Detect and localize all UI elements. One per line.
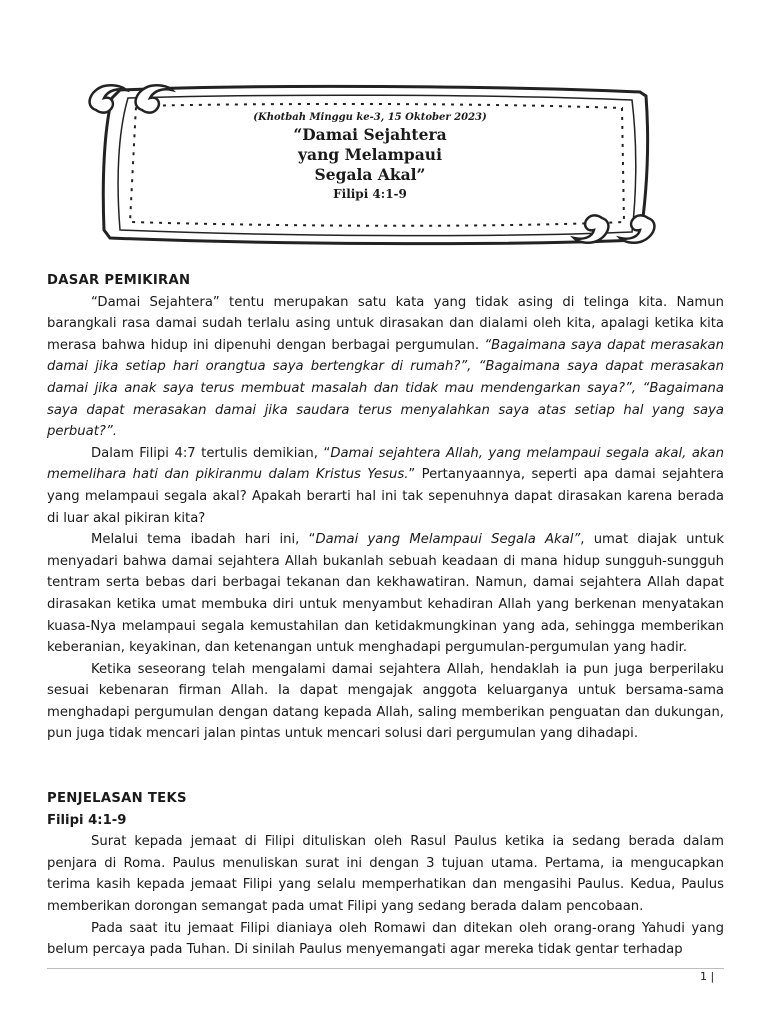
paragraph-1-quote: “Bagaimana saya dapat merasakan damai jika setiap hari orangtua saya bertengkar di rumah?”, “Bagaimana saya dapat merasakan damai jika anak saya terus membuat masalah dan tidak mau mendengarkan saya?”, “Bagaimana saya dapat merasakan damai jika saudara terus menyalahkan saya atas setiap hal yang saya perbuat?”. <box>47 337 724 440</box>
paragraph-5: Surat kepada jemaat di Filipi dituliskan oleh Rasul Paulus ketika ia sedang berada dalam penjara di Roma. Paulus menuliskan surat ini dengan 3 tujuan utama. Pertama, ia mengucapkan terima kasih kepada jemaat Filipi yang selalu memperhatikan dan mengasihi Paulus. Kedua, Paulus memberikan dorongan semangat pada umat Filipi yang sedang berada dalam pencobaan. <box>47 834 724 915</box>
page-number: 1 | <box>700 970 715 983</box>
sermon-body <box>47 270 724 961</box>
section-heading-dasar-pemikiran: DASAR PEMIKIRAN <box>47 273 191 288</box>
paragraph-3 <box>47 529 724 659</box>
paragraph-3-intro: Melalui tema ibadah hari ini, “ <box>91 532 316 548</box>
sermon-title-line2: yang Melampaui <box>298 145 442 164</box>
sermon-title-line1: “Damai Sejahtera <box>293 125 447 144</box>
scripture-subheading: Filipi 4:1-9 <box>47 812 127 828</box>
section-heading-penjelasan-teks: PENJELASAN TEKS <box>47 791 187 807</box>
paragraph-2-intro: Dalam Filipi 4:7 tertulis demikian, “ <box>91 445 331 461</box>
paragraph-3-quote: Damai yang Melampaui Segala Akal” <box>315 532 581 548</box>
scripture-reference: Filipi 4:1-9 <box>333 187 407 201</box>
sermon-header <box>130 112 610 201</box>
paragraph-2 <box>47 443 724 529</box>
footer-divider <box>47 968 724 969</box>
paragraph-2-quote: Damai sejahtera Allah, yang melampaui segala akal, akan memelihara hati dan pikiranmu dalam Kristus Yesus. <box>47 445 724 483</box>
sermon-title-line3: Segala Akal” <box>314 165 426 184</box>
section-spacer <box>47 745 724 788</box>
paragraph-6: Pada saat itu jemaat Filipi dianiaya oleh Romawi dan ditekan oleh orang-orang Yahudi yang belum percaya pada Tuhan. Di sinilah Paulus menyemangati agar mereka tidak gentar terhadap <box>47 920 724 958</box>
paragraph-1-text: “Damai Sejahtera” tentu merupakan satu kata yang tidak asing di telinga kita. Namun barangkali rasa damai sudah terlalu asing untuk dirasakan dan dialami oleh kita, apalagi ketika kita merasa bahwa hidup ini dipenuhi dengan berbagai pergumulan. <box>47 294 724 353</box>
paragraph-1 <box>47 292 724 443</box>
close-quote-icon <box>566 206 676 266</box>
paragraph-2-rest: ” Pertanyaannya, seperti apa damai sejahtera yang melampaui segala akal? Apakah berarti hal ini tak sepenuhnya dapat dirasakan karena berada di luar akal pikiran kita? <box>47 467 724 526</box>
paragraph-3-rest: , umat diajak untuk menyadari bahwa damai sejahtera Allah bukanlah sebuah keadaan di mana hidup sungguh-sungguh tentram serta bebas dari berbagai tekanan dan kekhawatiran. Namun, damai sejahtera Allah dapat dirasakan ketika umat membuka diri untuk menyambut kehadiran Allah yang berkenan menyatakan kuasa-Nya melampaui segala kemustahilan dan ketidakmungkinan yang ada, sehingga memberikan keberanian, keyakinan, dan ketenangan untuk menghadapi pergumulan-pergumulan yang hadir. <box>47 532 724 656</box>
paragraph-4: Ketika seseorang telah mengalami damai sejahtera Allah, hendaklah ia pun juga berperilaku sesuai kebenaran firman Allah. Ia dapat mengajak anggota keluarganya untuk bersama-sama menghadapi pergumulan dengan datang kepada Allah, saling memberikan penguatan dan dukungan, pun juga tidak mencari jalan pintas untuk mencari solusi dari pergumulan yang dihadapi. <box>47 661 724 742</box>
sermon-date: (Khotbah Minggu ke-3, 15 Oktober 2023) <box>253 112 487 123</box>
